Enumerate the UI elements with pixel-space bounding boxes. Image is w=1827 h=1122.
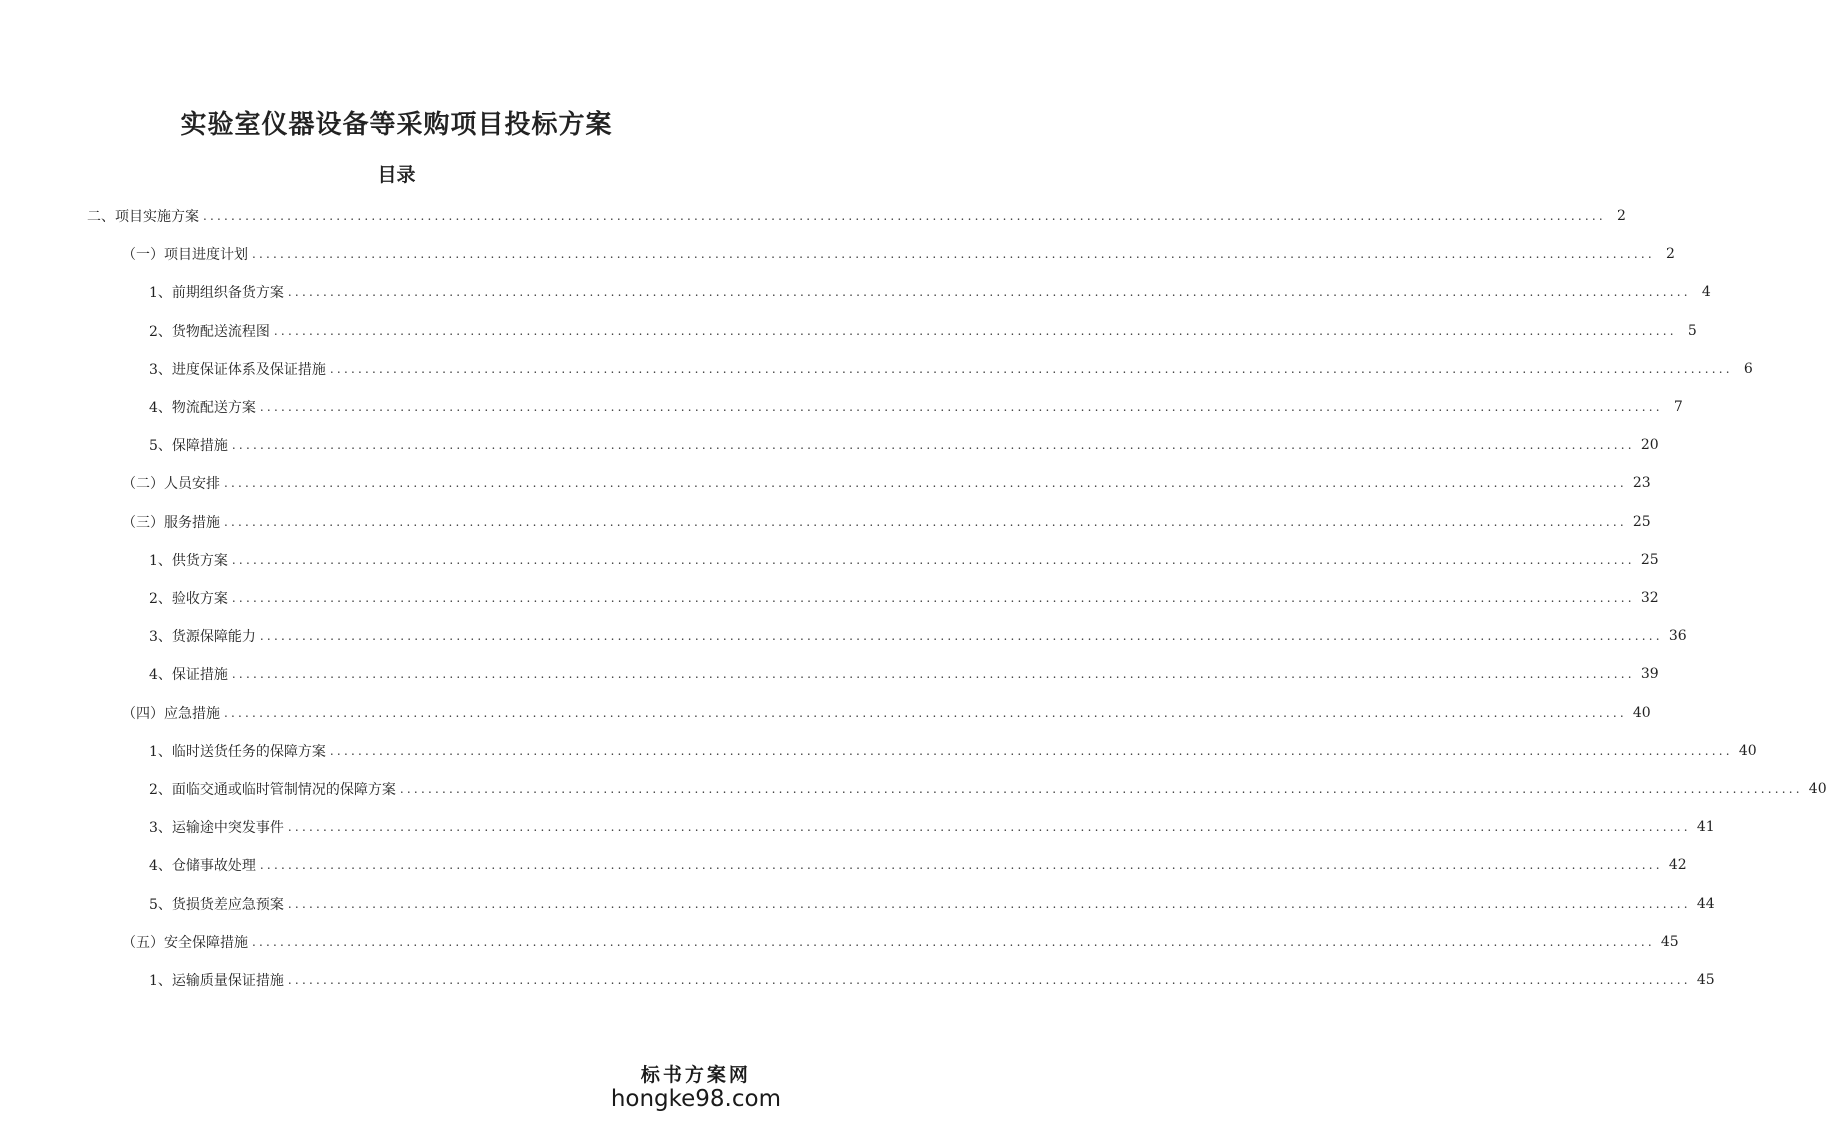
- toc-entry-label: （五）安全保障措施: [122, 934, 248, 951]
- toc-entry[interactable]: [149, 817, 1715, 837]
- toc-entry[interactable]: [149, 282, 1711, 302]
- toc-entry[interactable]: [149, 626, 1687, 646]
- toc-entry[interactable]: [149, 894, 1715, 914]
- toc-entry[interactable]: [149, 550, 1659, 570]
- toc-entry[interactable]: [149, 359, 1753, 379]
- toc-leader-dots: ........................................................................................................................................................................................................: [259, 858, 1663, 873]
- toc-entry-label: 4、保证措施: [149, 667, 228, 684]
- toc-entry[interactable]: [149, 779, 1827, 799]
- toc-entry-label: 1、运输质量保证措施: [149, 973, 284, 989]
- toc-entry-page-number: 39: [1640, 666, 1659, 683]
- toc-entry-page-number: 7: [1673, 399, 1683, 415]
- toc-entry-label: （四）应急措施: [122, 705, 220, 722]
- toc-entry-page-number: 2: [1616, 208, 1626, 224]
- toc-entry-page-number: 5: [1687, 322, 1697, 339]
- toc-entry[interactable]: [149, 970, 1715, 990]
- toc-entry-page-number: 40: [1738, 742, 1757, 759]
- toc-entry-page-number: 40: [1808, 781, 1827, 797]
- toc-entry-page-number: 42: [1668, 857, 1687, 874]
- toc-leader-dots: ........................................................................................................................................................................................................: [203, 209, 1606, 223]
- toc-entry-label: 1、供货方案: [149, 552, 228, 569]
- toc-entry-label: 5、货损货差应急预案: [149, 896, 284, 913]
- toc-entry-page-number: 36: [1668, 628, 1687, 645]
- toc-entry-page-number: 23: [1632, 475, 1651, 492]
- toc-entry[interactable]: [149, 397, 1683, 417]
- toc-entry[interactable]: [122, 703, 1651, 723]
- toc-entry-page-number: 25: [1632, 513, 1651, 530]
- toc-entry[interactable]: [149, 664, 1659, 684]
- toc-entry-label: 2、货物配送流程图: [149, 323, 270, 340]
- toc-entry[interactable]: [122, 932, 1679, 952]
- toc-entry[interactable]: [87, 206, 1626, 226]
- toc-entry-label: 4、仓储事故处理: [149, 858, 256, 875]
- toc-entry-page-number: 20: [1640, 437, 1659, 454]
- toc-entry-label: 2、验收方案: [149, 591, 228, 607]
- toc-entry-page-number: 45: [1660, 933, 1679, 950]
- toc-leader-dots: ........................................................................................................................................................................................................: [287, 820, 1691, 835]
- toc-entry-label: 2、面临交通或临时管制情况的保障方案: [149, 782, 396, 798]
- toc-leader-dots: ........................................................................................................................................................................................................: [231, 591, 1635, 605]
- toc-entry[interactable]: [149, 321, 1697, 341]
- document-title: 实验室仪器设备等采购项目投标方案: [180, 110, 613, 140]
- toc-leader-dots: ........................................................................................................................................................................................................: [329, 361, 1733, 376]
- toc-entry-label: 4、物流配送方案: [149, 400, 256, 416]
- toc-entry-page-number: 6: [1743, 360, 1753, 377]
- toc-entry-page-number: 4: [1701, 284, 1711, 301]
- toc-leader-dots: ........................................................................................................................................................................................................: [399, 782, 1803, 796]
- toc-leader-dots: ........................................................................................................................................................................................................: [259, 400, 1663, 414]
- toc-entry[interactable]: [122, 512, 1651, 532]
- toc-entry-label: 3、运输途中突发事件: [149, 820, 284, 837]
- watermark-url: hongke98.com: [610, 1086, 781, 1112]
- toc-entry[interactable]: [122, 473, 1651, 493]
- toc-entry-page-number: 32: [1640, 590, 1659, 606]
- watermark-logo: [611, 1064, 781, 1112]
- toc-leader-dots: ........................................................................................................................................................................................................: [224, 705, 1627, 720]
- toc-leader-dots: ........................................................................................................................................................................................................: [252, 934, 1655, 949]
- toc-entry-label: 5、保障措施: [149, 438, 228, 455]
- toc-entry-label: 3、货源保障能力: [149, 629, 256, 646]
- toc-entry[interactable]: [149, 741, 1757, 761]
- toc-leader-dots: ........................................................................................................................................................................................................: [329, 743, 1733, 758]
- toc-entry-page-number: 40: [1632, 704, 1651, 721]
- toc-leader-dots: ........................................................................................................................................................................................................: [224, 514, 1627, 529]
- toc-leader-dots: ........................................................................................................................................................................................................: [259, 629, 1663, 644]
- toc-entry-label: 3、进度保证体系及保证措施: [149, 361, 326, 378]
- toc-leader-dots: ........................................................................................................................................................................................................: [287, 896, 1691, 911]
- toc-leader-dots: ........................................................................................................................................................................................................: [224, 476, 1627, 491]
- toc-leader-dots: ........................................................................................................................................................................................................: [231, 667, 1635, 682]
- toc-entry-page-number: 44: [1696, 895, 1715, 912]
- toc-leader-dots: ........................................................................................................................................................................................................: [287, 973, 1691, 987]
- toc-entry-label: 二、项目实施方案: [87, 209, 199, 225]
- toc-entry-label: 1、临时送货任务的保障方案: [149, 743, 326, 760]
- toc-entry-page-number: 41: [1696, 819, 1715, 836]
- toc-entry[interactable]: [149, 855, 1687, 875]
- toc-entry-page-number: 45: [1696, 972, 1715, 988]
- watermark-site-name: 标书方案网: [640, 1064, 751, 1086]
- toc-entry-page-number: 25: [1640, 551, 1659, 568]
- toc-leader-dots: ........................................................................................................................................................................................................: [231, 552, 1635, 567]
- toc-entry-label: （二）人员安排: [122, 476, 220, 493]
- toc-entry-label: （一）项目进度计划: [122, 247, 248, 264]
- toc-leader-dots: ........................................................................................................................................................................................................: [287, 285, 1691, 300]
- toc-leader-dots: ........................................................................................................................................................................................................: [273, 323, 1677, 338]
- toc-entry[interactable]: [149, 435, 1659, 455]
- toc-heading: 目录: [377, 164, 416, 186]
- toc-entry-label: （三）服务措施: [122, 514, 220, 531]
- toc-entry[interactable]: [122, 244, 1675, 264]
- toc-leader-dots: ........................................................................................................................................................................................................: [252, 247, 1655, 262]
- toc-entry-label: 1、前期组织备货方案: [149, 285, 284, 302]
- toc-leader-dots: ........................................................................................................................................................................................................: [231, 438, 1635, 453]
- toc-entry[interactable]: [149, 588, 1659, 608]
- toc-entry-page-number: 2: [1665, 246, 1675, 263]
